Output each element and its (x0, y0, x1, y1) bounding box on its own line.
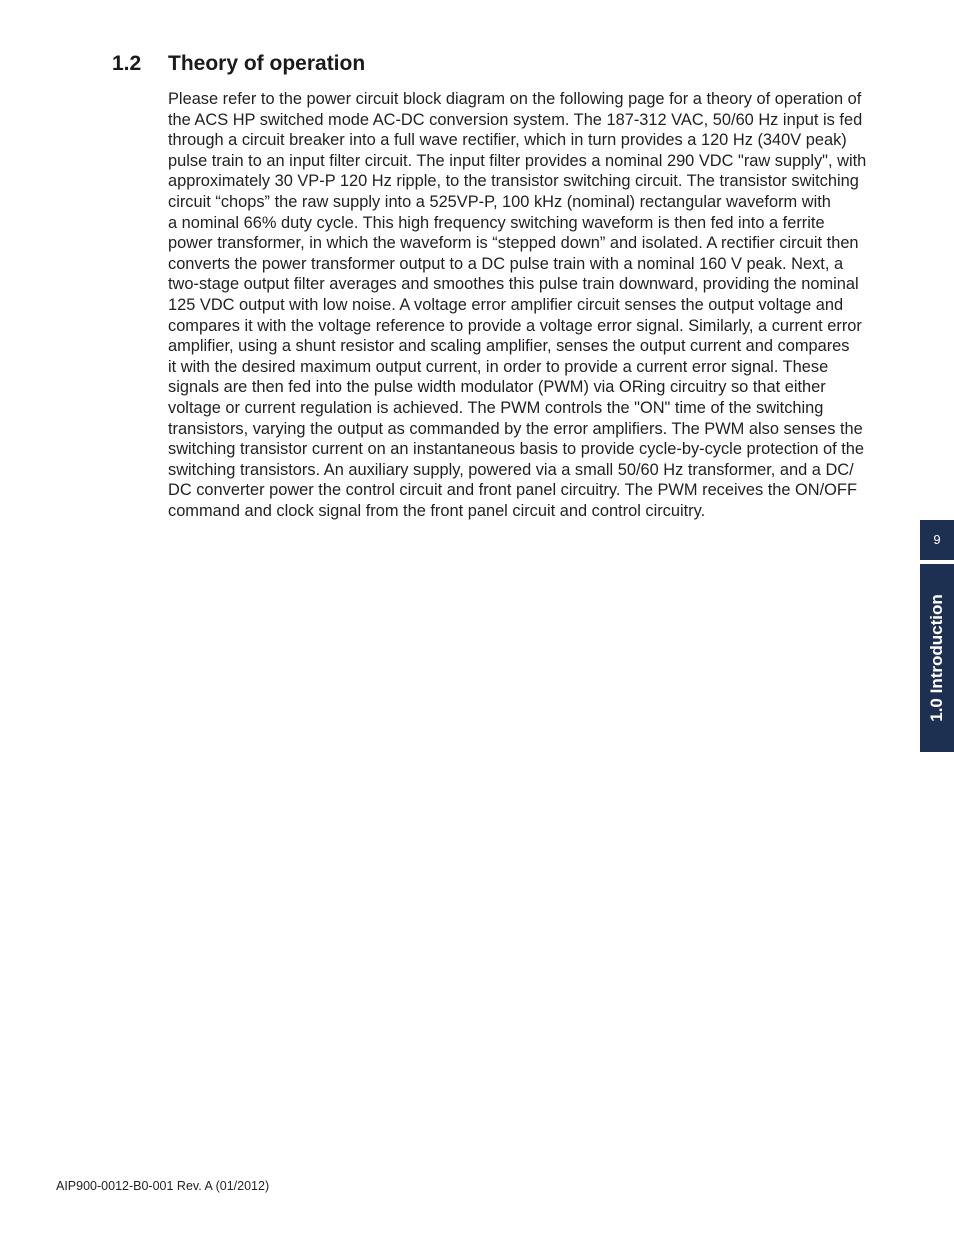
paragraph-line: switching transistors. An auxiliary supply, powered via a small 50/60 Hz transformer, and a DC/ (168, 460, 854, 479)
paragraph-line: Please refer to the power circuit block diagram on the following page for a theory of operation of (168, 90, 862, 108)
paragraph-line: command and clock signal from the front panel circuit and control circuitry. (168, 501, 706, 520)
page-number: 9 (933, 532, 941, 547)
section-title: Theory of operation (168, 52, 366, 75)
paragraph-line: 125 VDC output with low noise. A voltage error amplifier circuit senses the output voltage and (168, 295, 844, 314)
paragraph-line: transistors, varying the output as commanded by the error amplifiers. The PWM also senses the (168, 419, 863, 438)
paragraph-line: amplifier, using a shunt resistor and scaling amplifier, senses the output current and compares (168, 337, 850, 356)
chapter-label: 1.0 Introduction (927, 594, 946, 722)
paragraph-line: switching transistor current on an instantaneous basis to provide cycle-by-cycle protection of the (168, 440, 865, 459)
paragraph-line: DC converter power the control circuit and front panel circuitry. The PWM receives the ON/OFF (168, 481, 857, 500)
page-number-tab (920, 520, 954, 560)
paragraph-line: compares it with the voltage reference to provide a voltage error signal. Similarly, a current error (168, 316, 862, 335)
paragraph-line: a nominal 66% duty cycle. This high frequency switching waveform is then fed into a ferrite (168, 213, 825, 232)
section-heading (112, 51, 365, 77)
paragraph-line: through a circuit breaker into a full wave rectifier, which in turn provides a 120 Hz (340V peak) (168, 131, 847, 150)
paragraph-line: power transformer, in which the waveform is “stepped down” and isolated. A rectifier circuit then (168, 234, 859, 253)
paragraph-line: approximately 30 VP-P 120 Hz ripple, to the transistor switching circuit. The transistor switching (168, 172, 859, 191)
paragraph-line: circuit “chops” the raw supply into a 525VP-P, 100 kHz (nominal) rectangular waveform with (168, 192, 831, 211)
paragraph-line: signals are then fed into the pulse width modulator (PWM) via ORing circuitry so that either (168, 378, 826, 397)
paragraph-line: pulse train to an input filter circuit. The input filter provides a nominal 290 VDC "raw supply", with (168, 151, 867, 170)
section-number: 1.2 (112, 52, 142, 75)
chapter-tab (920, 564, 954, 752)
paragraph-line: converts the power transformer output to a DC pulse train with a nominal 160 V peak. Next, a (168, 254, 844, 273)
footer-document-id: AIP900-0012-B0-001 Rev. A (01/2012) (56, 1179, 270, 1193)
paragraph-line: two-stage output filter averages and smoothes this pulse train downward, providing the nominal (168, 275, 859, 294)
paragraph-line: voltage or current regulation is achieved. The PWM controls the "ON" time of the switching (168, 398, 824, 417)
paragraph-line: the ACS HP switched mode AC-DC conversion system. The 187-312 VAC, 50/60 Hz input is fed (168, 110, 863, 129)
theory-of-operation-paragraph (168, 89, 866, 521)
paragraph-line: it with the desired maximum output current, in order to provide a current error signal. These (168, 357, 829, 376)
